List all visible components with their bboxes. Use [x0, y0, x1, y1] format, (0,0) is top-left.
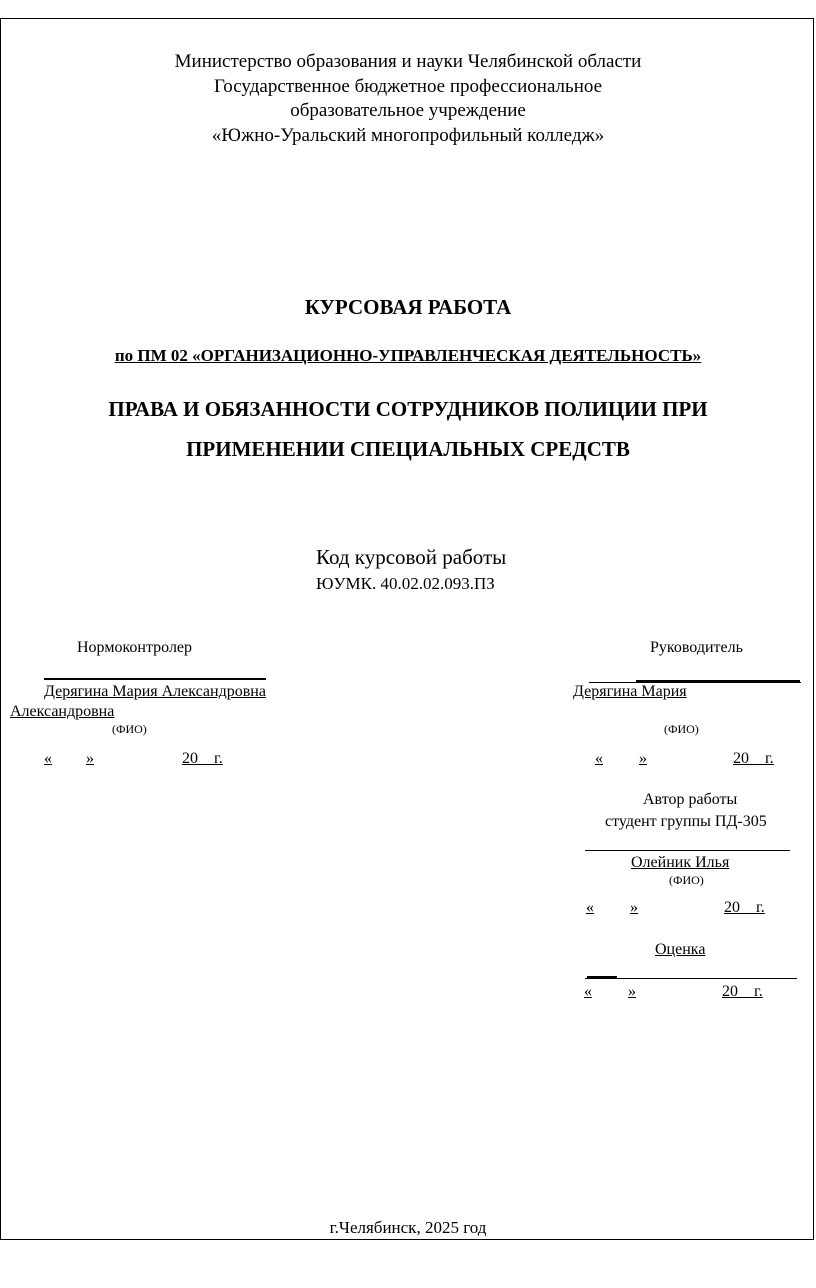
- supervisor-date: [595, 750, 805, 768]
- date-close-quote: »: [639, 750, 647, 767]
- date-year: 20 _ г.: [733, 750, 774, 767]
- grade-line: [585, 978, 797, 979]
- supervisor-role: Руководитель: [650, 639, 743, 656]
- topic-line-1: ПРАВА И ОБЯЗАННОСТИ СОТРУДНИКОВ ПОЛИЦИИ ПРИ: [108, 397, 708, 421]
- document-title: КУРСОВАЯ РАБОТА: [304, 295, 512, 319]
- normcontroller-fio-caption: (ФИО): [112, 722, 147, 736]
- date-close-quote: »: [86, 750, 94, 767]
- ministry-line: Министерство образования и науки Челябинской области: [174, 51, 642, 72]
- institution-type-line: Государственное бюджетное профессиональное: [213, 76, 603, 97]
- normcontroller-signature-line: [44, 678, 266, 680]
- date-open-quote: «: [44, 750, 52, 767]
- date-open-quote: «: [595, 750, 603, 767]
- supervisor-name: Дерягина Мария: [573, 683, 687, 700]
- city-year-footer: г.Челябинск, 2025 год: [329, 1218, 487, 1237]
- date-close-quote: »: [628, 983, 636, 1000]
- author-name: Олейник Илья: [631, 854, 730, 871]
- author-date: [586, 899, 791, 917]
- normcontroller-role: Нормоконтролер: [77, 639, 193, 656]
- date-open-quote: «: [584, 983, 592, 1000]
- normcontroller-name: Дерягина Мария Александровна: [44, 683, 266, 700]
- author-fio-caption: (ФИО): [669, 873, 704, 887]
- normcontroller-name-wrap: Александровна: [10, 703, 115, 720]
- code-value: ЮУМК. 40.02.02.093.ПЗ: [316, 574, 495, 593]
- normcontroller-date: [44, 750, 252, 768]
- page-border: [0, 18, 814, 1240]
- college-name: «Южно-Уральский многопрофильный колледж»: [211, 125, 605, 146]
- topic-line-2: ПРИМЕНЕНИИ СПЕЦИАЛЬНЫХ СРЕДСТВ: [186, 437, 630, 461]
- supervisor-signature-line-bold: [636, 680, 800, 682]
- date-close-quote: »: [630, 899, 638, 916]
- date-year: 20 _ г.: [722, 983, 763, 1000]
- grade-line-mark: [587, 976, 617, 978]
- author-group: студент группы ПД-305: [605, 813, 767, 830]
- author-label: Автор работы: [643, 791, 738, 808]
- date-year: 20 _ г.: [724, 899, 765, 916]
- author-signature-line: [585, 850, 790, 851]
- grade-label: Оценка: [655, 941, 706, 958]
- grade-date: [584, 983, 789, 1001]
- module-subject: по ПМ 02 «ОРГАНИЗАЦИОННО-УПРАВЛЕНЧЕСКАЯ ДЕЯТЕЛЬНОСТЬ»: [114, 346, 702, 365]
- institution-type-line-2: образовательное учреждение: [290, 100, 526, 121]
- supervisor-fio-caption: (ФИО): [664, 722, 699, 736]
- date-year: 20 _ г.: [182, 750, 223, 767]
- date-open-quote: «: [586, 899, 594, 916]
- code-label: Код курсовой работы: [316, 545, 507, 569]
